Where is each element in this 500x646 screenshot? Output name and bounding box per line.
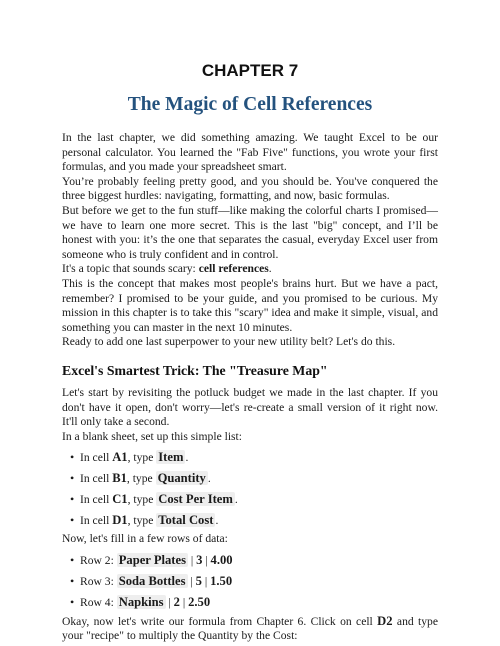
cell-ref: D2 xyxy=(377,613,393,628)
typed-value: Total Cost xyxy=(158,513,214,528)
item-name: Soda Bottles xyxy=(118,573,186,588)
cell-ref: C1 xyxy=(112,492,128,507)
intro-paragraph: In the last chapter, we did something amazing. We taught Excel to be our personal calculator. You learned the "Fab Five" functions, you wrote your first formulas, and you made your spreadsheet smart. xyxy=(62,131,438,174)
quantity-value: 5 xyxy=(195,573,202,588)
bullet-icon: • xyxy=(70,471,75,486)
bullet-icon: • xyxy=(70,513,75,528)
cost-value: 2.50 xyxy=(188,594,211,609)
data-rows-list xyxy=(62,553,438,610)
quantity-value: 2 xyxy=(173,594,180,609)
bullet-icon: • xyxy=(70,492,75,507)
document-page xyxy=(62,56,438,644)
bullet-icon: • xyxy=(70,450,75,465)
typed-value: Item xyxy=(158,450,184,465)
list-item: • In cell C1, type Cost Per Item . xyxy=(70,492,238,507)
header-steps-list xyxy=(62,450,438,528)
list-item: • Row 2: Paper Plates | 3 | 4.00 xyxy=(70,552,233,567)
intro-paragraph: You’re probably feeling pretty good, and you should be. You've conquered the three biggest hurdles: navigating, formatting, and now, basic formulas. xyxy=(62,174,438,203)
cost-value: 1.50 xyxy=(210,573,233,588)
item-name: Napkins xyxy=(118,594,164,609)
item-name: Paper Plates xyxy=(118,552,186,567)
closing-paragraph: Okay, now let's write our formula from Chapter 6. Click on cell D2 and type your "recipe" to multiply the Quantity by the Cost: xyxy=(62,613,438,643)
list-item: • In cell A1, type Item . xyxy=(70,450,189,465)
chapter-label: CHAPTER 7 xyxy=(201,61,299,80)
chapter-title: The Magic of Cell References xyxy=(127,94,373,115)
list-item: • Row 4: Napkins | 2 | 2.50 xyxy=(70,594,211,609)
rows-intro: Now, let's fill in a few rows of data: xyxy=(62,532,228,546)
cell-ref: A1 xyxy=(112,450,128,465)
bullet-icon: • xyxy=(70,552,75,567)
topic-prefix: It's a topic that sounds scary: xyxy=(62,262,199,276)
list-item: • Row 3: Soda Bottles | 5 | 1.50 xyxy=(70,573,233,588)
section-paragraph: In a blank sheet, set up this simple list: xyxy=(62,429,243,443)
body-paragraph: This is the concept that makes most people's brains hurt. But we have a pact, remember? I promised to be your guide, and you promised to be curious. My mission in this chapter is to take this "scary" idea and make it simple, visual, and something you can master in the next 10 minutes. xyxy=(62,276,438,334)
topic-sentence xyxy=(62,262,438,277)
typed-value: Cost Per Item xyxy=(158,492,233,507)
topic-suffix: . xyxy=(268,262,272,276)
typed-value: Quantity xyxy=(157,471,206,486)
body-paragraph: Ready to add one last superpower to your new utility belt? Let's do this. xyxy=(62,335,396,349)
section-paragraph: Let's start by revisiting the potluck budget we made in the last chapter. If you don't have it open, don't worry—let's re-create a small version of it right now. It'll only take a second. xyxy=(62,385,438,429)
bullet-icon: • xyxy=(70,573,75,588)
list-item: • In cell B1, type Quantity . xyxy=(70,471,211,486)
section-heading: Excel's Smartest Trick: The "Treasure Map" xyxy=(62,362,328,378)
cell-ref: D1 xyxy=(112,513,128,528)
quantity-value: 3 xyxy=(196,552,203,567)
cost-value: 4.00 xyxy=(210,552,233,567)
list-item: • In cell D1, type Total Cost . xyxy=(70,513,219,528)
cell-ref: B1 xyxy=(112,471,127,486)
topic-term: cell references xyxy=(198,262,269,276)
intro-paragraph: But before we get to the fun stuff—like making the colorful charts I promised—we have to learn one more secret. This is the last "big" concept, and I’ll be honest with you: it’s the one that separates the casual, everyday Excel user from someone who is truly confident and in control. xyxy=(62,203,438,261)
bullet-icon: • xyxy=(70,594,75,609)
